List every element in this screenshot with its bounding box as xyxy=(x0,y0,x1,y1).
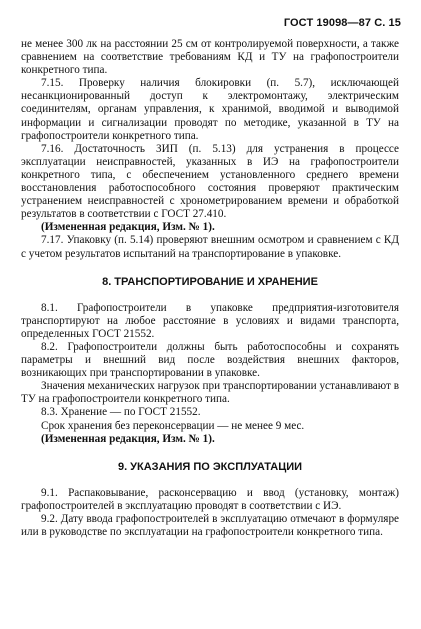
document-body xyxy=(21,38,399,539)
section-8-title: 8. ТРАНСПОРТИРОВАНИЕ И ХРАНЕНИЕ xyxy=(102,275,318,288)
paragraph-8-2: 8.2. Графопостроители должны быть работоспособны и сохранять параметры и внешний вид после воздействия внешних факторов, возникающих при транспортировании в упаковке. xyxy=(21,340,399,380)
paragraph-8-1: 8.1. Графопостроители в упаковке предприятия-изготовителя транспортируют на любое расстояние в условиях и видами транспорта, определенных ГОСТ 21552. xyxy=(21,301,399,340)
amendment-note: (Измененная редакция, Изм. № 1). xyxy=(41,221,215,234)
paragraph-9-2: 9.2. Дату ввода графопостроителей в эксплуатацию отмечают в формуляре или в руководстве по эксплуатации на графопостроители конкретного типа. xyxy=(21,513,399,539)
paragraph-7-15: 7.15. Проверку наличия блокировки (п. 5.7), исключающей несанкционированный доступ к электромонтажу, электрическим соединителям, органам управления, к хранимой, вводимой и выводимой информации и сигнализации проводят по методике, указанной в ТУ на графопостроители конкретного типа. xyxy=(21,77,399,142)
paragraph-8-2-loads: Значения механических нагрузок при транспортировании устанавливают в ТУ на графопостроители конкретного типа. xyxy=(21,380,399,406)
amendment-note: (Измененная редакция, Изм. № 1). xyxy=(41,432,215,445)
paragraph-continuation: не менее 300 лк на расстоянии 25 см от контролируемой поверхности, а также сравнением на соответствие требованиям КД и ТУ на графопостроители конкретного типа. xyxy=(21,38,399,77)
paragraph-9-1: 9.1. Распаковывание, расконсервацию и ввод (установку, монтаж) графопостроителей в эксплуатацию проводят в соответствии с ИЭ. xyxy=(21,486,399,512)
section-9-title: 9. УКАЗАНИЯ ПО ЭКСПЛУАТАЦИИ xyxy=(117,460,303,473)
paragraph-storage-term: Срок хранения без переконсервации — не менее 9 мес. xyxy=(41,419,305,432)
paragraph-8-3: 8.3. Хранение — по ГОСТ 21552. xyxy=(41,406,201,419)
paragraph-7-16: 7.16. Достаточность ЗИП (п. 5.13) для устранения в процессе эксплуатации неисправностей, указанных в ИЭ на графопостроители конкретного типа, с обеспечением установленного среднего времени восстановления работоспособного состояния проверяют практическим устранением неисправностей с хронометрированием времени и обработкой результатов в соответствии с ГОСТ 27.410. xyxy=(21,142,399,221)
paragraph-7-17: 7.17. Упаковку (п. 5.14) проверяют внешним осмотром и сравнением с КД с учетом результатов испытаний на транспортирование в упаковке. xyxy=(21,234,399,260)
page-header: ГОСТ 19098—87 С. 15 xyxy=(283,17,401,29)
